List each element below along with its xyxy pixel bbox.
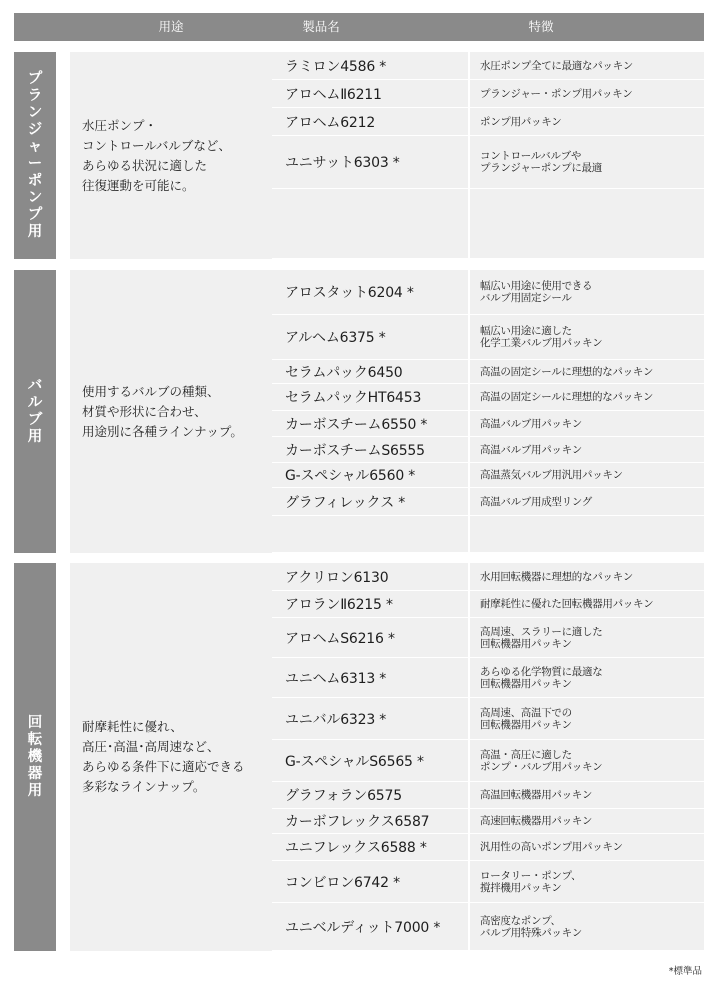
label-char: ー bbox=[27, 155, 43, 172]
product-name: アルヘム6375 * bbox=[285, 330, 386, 346]
description-line: 耐摩耗性に優れ、 bbox=[82, 719, 183, 734]
feature-text: プランジャーポンプに最適 bbox=[480, 162, 602, 174]
product-name: アロスタット6204 * bbox=[285, 285, 414, 301]
feature-text: 撹拌機用パッキン bbox=[480, 881, 562, 894]
empty-row bbox=[272, 516, 704, 553]
feature-cell bbox=[470, 52, 704, 79]
product-cell bbox=[272, 563, 470, 590]
feature-cell bbox=[470, 108, 704, 135]
feature-cell bbox=[470, 437, 704, 462]
label-char: バ bbox=[27, 377, 43, 394]
section-description bbox=[70, 52, 272, 259]
header-feature: 特徴 bbox=[528, 19, 554, 34]
table-row bbox=[272, 809, 704, 834]
product-name: ユニヘム6313 * bbox=[285, 670, 387, 687]
empty-row bbox=[272, 189, 704, 259]
label-char: プ bbox=[27, 70, 43, 87]
feature-text: 回転機器用パッキン bbox=[480, 677, 572, 690]
section-valve bbox=[14, 270, 704, 553]
table-row bbox=[272, 618, 704, 658]
product-name: アクリロン6130 bbox=[285, 569, 389, 586]
product-name: G-スペシャルS6565 * bbox=[285, 753, 424, 770]
product-cell bbox=[272, 80, 470, 107]
product-rows bbox=[272, 52, 704, 259]
feature-text: 水圧ポンプ全てに最適なパッキン bbox=[480, 59, 633, 72]
feature-cell bbox=[470, 315, 704, 359]
table-row bbox=[272, 903, 704, 951]
description-line: 材質や形状に合わせ、 bbox=[82, 403, 207, 419]
product-cell bbox=[272, 516, 470, 552]
feature-cell bbox=[470, 740, 704, 781]
table-row bbox=[272, 488, 704, 516]
label-char: ポ bbox=[27, 172, 43, 189]
feature-cell bbox=[470, 861, 704, 902]
product-name: ラミロン4586 * bbox=[285, 58, 387, 75]
product-cell bbox=[272, 809, 470, 833]
feature-cell bbox=[470, 516, 704, 552]
section-rotary-equipment bbox=[14, 563, 704, 951]
feature-text: バルブ用固定シール bbox=[480, 292, 572, 304]
product-cell bbox=[272, 463, 470, 487]
product-name: アロヘムⅡ6211 bbox=[285, 86, 382, 103]
product-cell bbox=[272, 411, 470, 436]
feature-cell bbox=[470, 563, 704, 590]
section-description bbox=[70, 270, 272, 553]
footnote: *標準品 bbox=[668, 966, 702, 977]
table-row bbox=[272, 437, 704, 463]
product-cell bbox=[272, 189, 470, 258]
feature-cell bbox=[470, 834, 704, 860]
feature-text: 高周速、高温下での bbox=[480, 706, 572, 719]
table-row bbox=[272, 384, 704, 411]
section-plunger-pump bbox=[14, 52, 704, 259]
product-cell bbox=[272, 591, 470, 617]
product-cell bbox=[272, 658, 470, 697]
label-char: プ bbox=[27, 206, 43, 223]
feature-cell bbox=[470, 903, 704, 950]
product-cell bbox=[272, 270, 470, 314]
product-name: セラムパックHT6453 bbox=[285, 390, 422, 406]
section-label bbox=[14, 52, 56, 259]
product-name: アロヘム6212 bbox=[285, 114, 376, 131]
product-name: ユニベルディット7000 * bbox=[285, 919, 441, 936]
label-char: 用 bbox=[27, 428, 43, 445]
description-line: 往復運動を可能に。 bbox=[82, 177, 195, 193]
product-cell bbox=[272, 782, 470, 808]
product-name: カーボスチーム6550 * bbox=[285, 416, 428, 433]
product-cell bbox=[272, 108, 470, 135]
product-cell bbox=[272, 488, 470, 515]
product-cell bbox=[272, 384, 470, 410]
feature-text: 耐摩耗性に優れた回転機器用パッキン bbox=[480, 598, 654, 610]
feature-text: プランジャー・ポンプ用パッキン bbox=[480, 87, 633, 100]
table-row bbox=[272, 834, 704, 861]
product-name: グラフィレックス * bbox=[285, 494, 406, 511]
label-char: 回 bbox=[27, 714, 43, 731]
label-char: 器 bbox=[27, 765, 43, 782]
product-rows bbox=[272, 270, 704, 553]
header-use: 用途 bbox=[158, 19, 184, 34]
product-cell bbox=[272, 52, 470, 79]
feature-cell bbox=[470, 360, 704, 383]
feature-text: 高温蒸気バルブ用汎用パッキン bbox=[480, 469, 623, 481]
label-char: 用 bbox=[27, 223, 43, 240]
feature-text: 高温バルブ用パッキン bbox=[480, 443, 582, 456]
label-char: ャ bbox=[27, 138, 43, 155]
feature-text: 幅広い用途に使用できる bbox=[480, 280, 593, 292]
product-name: ユニフレックス6588 * bbox=[285, 840, 427, 856]
feature-text: 高密度なポンプ、 bbox=[480, 914, 561, 927]
section-label bbox=[14, 563, 56, 951]
feature-cell bbox=[470, 488, 704, 515]
feature-text: あらゆる化学物質に最適な bbox=[480, 665, 603, 678]
feature-text: 幅広い用途に適した bbox=[480, 325, 572, 337]
table-row bbox=[272, 315, 704, 360]
product-name: ユニバル6323 * bbox=[285, 711, 387, 728]
label-char: ラ bbox=[27, 87, 43, 104]
product-name: アロランⅡ6215 * bbox=[285, 597, 393, 613]
product-cell bbox=[272, 861, 470, 902]
label-char: ン bbox=[27, 189, 43, 206]
table-row bbox=[272, 411, 704, 437]
product-cell bbox=[272, 360, 470, 383]
feature-cell bbox=[470, 411, 704, 436]
table-row bbox=[272, 782, 704, 809]
feature-cell bbox=[470, 189, 704, 258]
label-char: ン bbox=[27, 104, 43, 121]
table-row bbox=[272, 740, 704, 782]
feature-text: ロータリー・ポンプ、 bbox=[480, 869, 582, 882]
table-row bbox=[272, 861, 704, 903]
feature-text: バルブ用特殊パッキン bbox=[480, 926, 582, 939]
feature-cell bbox=[470, 463, 704, 487]
feature-text: 高速回転機器用パッキン bbox=[480, 815, 593, 827]
feature-text: 回転機器用パッキン bbox=[480, 718, 572, 731]
label-char: 転 bbox=[27, 731, 43, 748]
section-label bbox=[14, 270, 56, 553]
product-cell bbox=[272, 834, 470, 860]
product-cell bbox=[272, 437, 470, 462]
feature-cell bbox=[470, 136, 704, 188]
table-row bbox=[272, 360, 704, 384]
feature-cell bbox=[470, 698, 704, 739]
feature-text: 高周速、スラリーに適した bbox=[480, 625, 603, 638]
product-name: グラフォラン6575 bbox=[285, 788, 402, 804]
feature-text: ポンプ・バルブ用パッキン bbox=[480, 760, 603, 773]
product-name: カーボフレックス6587 bbox=[285, 814, 430, 830]
feature-text: 汎用性の高いポンプ用パッキン bbox=[480, 841, 623, 853]
product-cell bbox=[272, 618, 470, 657]
table-row bbox=[272, 698, 704, 740]
section-description bbox=[70, 563, 272, 951]
product-cell bbox=[272, 698, 470, 739]
feature-text: 高温バルブ用成型リング bbox=[480, 495, 592, 508]
label-char: ジ bbox=[27, 121, 43, 138]
product-name: カーボスチームS6555 bbox=[285, 442, 425, 459]
feature-cell bbox=[470, 270, 704, 314]
feature-cell bbox=[470, 618, 704, 657]
table-row bbox=[272, 136, 704, 189]
label-char: ル bbox=[27, 394, 43, 411]
table-row bbox=[272, 108, 704, 136]
table-row bbox=[272, 563, 704, 591]
header-product: 製品名 bbox=[302, 19, 340, 34]
feature-text: 高温バルブ用パッキン bbox=[480, 417, 582, 430]
description-line: 多彩なラインナップ。 bbox=[82, 779, 206, 794]
product-cell bbox=[272, 740, 470, 781]
feature-text: 高温・高圧に適した bbox=[480, 748, 572, 761]
table-row bbox=[272, 52, 704, 80]
table-row bbox=[272, 270, 704, 315]
label-char: 用 bbox=[27, 782, 43, 799]
product-cell bbox=[272, 903, 470, 950]
product-name: ユニサット6303 * bbox=[285, 155, 400, 171]
feature-cell bbox=[470, 782, 704, 808]
product-name: G-スペシャル6560 * bbox=[285, 468, 416, 484]
description-line: コントロールバルブなど、 bbox=[82, 137, 231, 153]
table-row bbox=[272, 658, 704, 698]
feature-text: 水用回転機器に理想的なパッキン bbox=[480, 570, 633, 583]
feature-cell bbox=[470, 809, 704, 833]
feature-text: 高温回転機器用パッキン bbox=[480, 789, 593, 801]
product-cell bbox=[272, 136, 470, 188]
product-cell bbox=[272, 315, 470, 359]
product-rows bbox=[272, 563, 704, 951]
feature-text: 回転機器用パッキン bbox=[480, 637, 572, 650]
feature-cell bbox=[470, 591, 704, 617]
description-line: あらゆる条件下に適応できる bbox=[82, 759, 245, 774]
description-line: あらゆる状況に適した bbox=[82, 157, 208, 173]
feature-text: 化学工業バルブ用パッキン bbox=[480, 337, 603, 349]
feature-text: ポンプ用パッキン bbox=[480, 115, 562, 128]
table-header bbox=[14, 13, 704, 41]
label-char: 機 bbox=[27, 748, 43, 765]
product-name: セラムパック6450 bbox=[285, 364, 403, 381]
feature-cell bbox=[470, 80, 704, 107]
product-name: アロヘムS6216 * bbox=[285, 630, 395, 647]
feature-text: 高温の固定シールに理想的なパッキン bbox=[480, 365, 654, 378]
product-name: コンビロン6742 * bbox=[285, 874, 400, 891]
description-line: 高圧･高温･高周速など、 bbox=[82, 739, 220, 754]
feature-text: 高温の固定シールに理想的なパッキン bbox=[480, 391, 654, 403]
description-line: 水圧ポンプ・ bbox=[82, 117, 158, 133]
description-line: 使用するバルブの種類、 bbox=[82, 383, 220, 399]
feature-cell bbox=[470, 658, 704, 697]
label-char: ブ bbox=[27, 411, 43, 428]
description-line: 用途別に各種ラインナップ。 bbox=[82, 423, 243, 439]
feature-cell bbox=[470, 384, 704, 410]
table-row bbox=[272, 591, 704, 618]
table-row bbox=[272, 80, 704, 108]
feature-text: コントロールバルブや bbox=[480, 150, 582, 162]
table-row bbox=[272, 463, 704, 488]
